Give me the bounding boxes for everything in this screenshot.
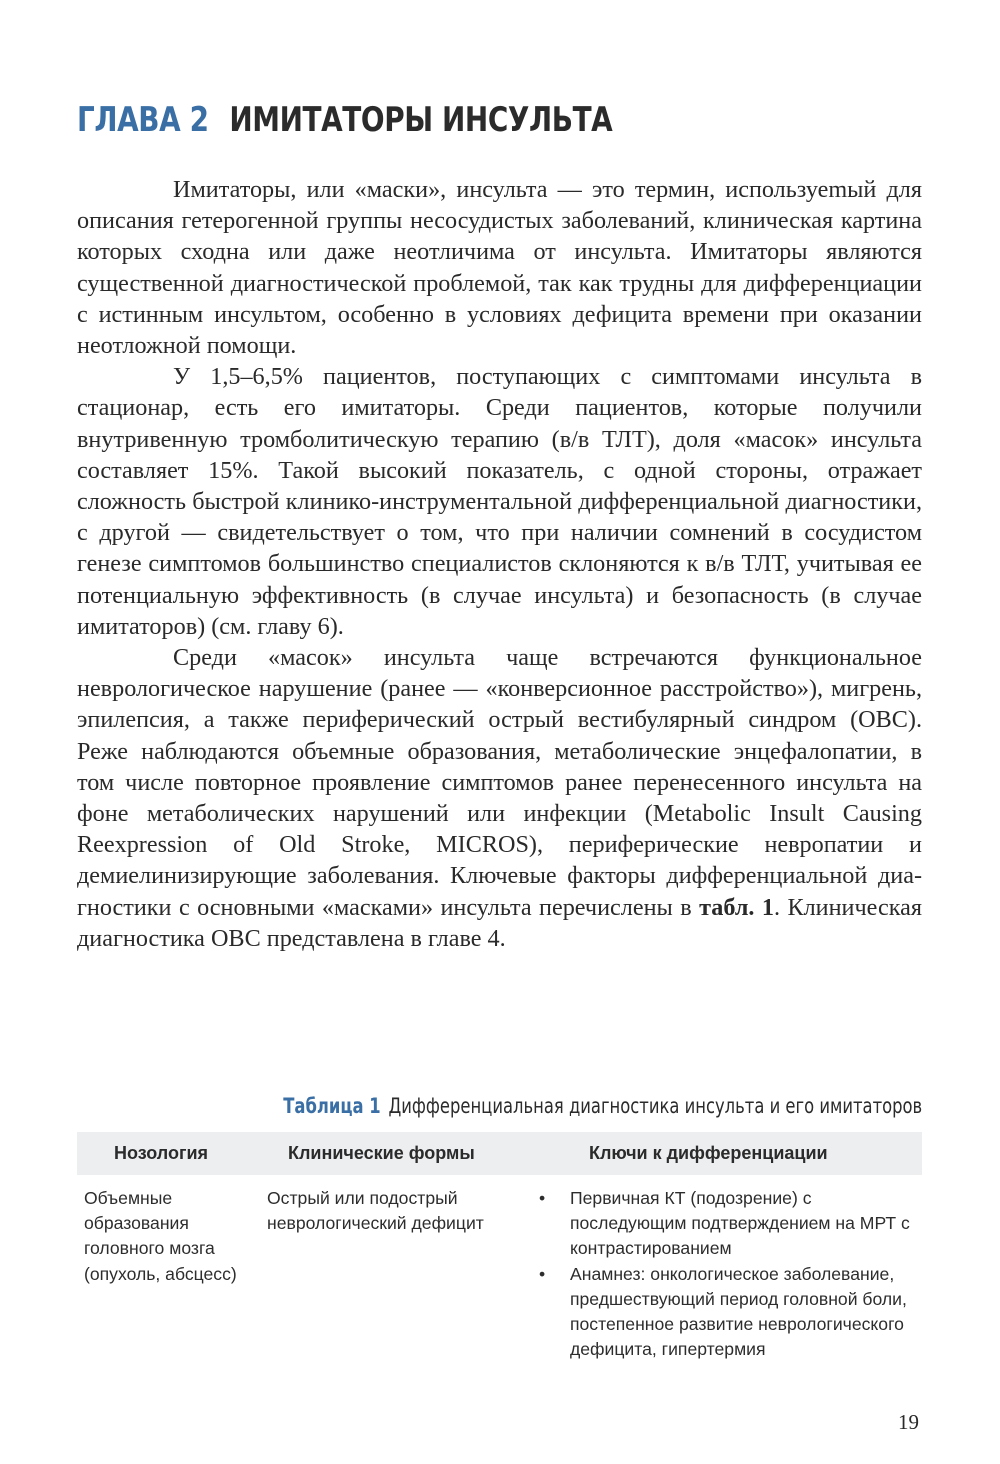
list-item: • Анамнез: онкологическое заболевание, предшествующий период головной боли, постепенное развитие неврологического дефицита, гипертермия xyxy=(537,1262,922,1363)
table-caption-label: Таблица 1 xyxy=(283,1094,381,1118)
paragraph-text: . Клиническая диагностика ОВС представлена в главе 4. xyxy=(77,893,922,952)
chapter-title: ИМИТАТОРЫ ИНСУЛЬТА xyxy=(229,100,613,140)
keys-list xyxy=(537,1186,922,1362)
paragraph-text: Среди «масок» инсульта чаще встречаются функциональное неврологическое нарушение (ранее — «конверсионное расстройство»), мигрень, эпилепсия, а также периферический острый вестибулярный синдром (ОВС). Реже наблюдаются объемные образования, метаболические энцефалопатии, в том числе повторное проявление симптомов ранее перенесенного инсульта на фоне метаболических нарушений или инфекции (Metabolic Insult Causing Reexpression of Old Stroke, MICROS), периферические невропатии и демиелинизирующие заболевания. Ключевые факторы дифференциальной диагностики с основными «масками» инсульта перечислены в xyxy=(77,644,922,921)
paragraph: У 1,5–6,5% пациентов, поступающих с симптомами инсульта в стационар, есть его имитаторы. Среди пациентов, которые получили внутривенную тромболитическую терапию (в/в ТЛТ), доля «масок» инсульта составляет 15%. Такой высокий показатель, с одной стороны, отражает сложность быстрой клинико-инструментальной дифференциальной диагностики, с другой — свидетельствует о том, что при наличии сомнений в сосудистом генезе симптомов большинство специалистов склоняются к в/в ТЛТ, учитывая ее потенциальную эффективность (в случае инсульта) и безопасность (в случае имитаторов) (см. главу 6). xyxy=(77,363,922,640)
table-caption xyxy=(283,1094,922,1118)
cell-forms: Острый или подострый неврологический дефицит xyxy=(267,1188,484,1234)
page-number: 19 xyxy=(898,1410,919,1434)
column-header-keys: Ключи к дифференциации xyxy=(589,1143,828,1163)
column-header-forms: Клинические формы xyxy=(288,1143,475,1163)
paragraph xyxy=(77,642,922,954)
table-header xyxy=(77,1132,922,1175)
list-item: • Первичная КТ (подозрение) с последующим подтверждением на МРТ с контрастированием xyxy=(537,1186,922,1262)
column-header-nosology: Нозология xyxy=(114,1143,209,1163)
cell-keys xyxy=(537,1186,922,1362)
cell-nosology: Объемные образования головного мозга (опухоль, абсцесс) xyxy=(84,1188,237,1284)
paragraph: Имитаторы, или «маски», инсульта — это термин, используеmый для описания гетерогенной группы несосудистых заболеваний, клиническая картина которых сходна или даже неотличима от инсульта. Имитаторы являются существенной диагностической проблемой, так как трудны для дифференциации с истинным инсультом, особенно в условиях дефицита времени при оказании неотложной помощи. xyxy=(77,176,922,360)
table-caption-text: Дифференциальная диагностика инсульта и его имитаторов xyxy=(388,1094,922,1118)
body-text xyxy=(77,174,922,954)
chapter-label: ГЛАВА 2 xyxy=(77,100,209,140)
table-reference: табл. 1 xyxy=(699,893,774,921)
chapter-heading xyxy=(77,96,612,144)
